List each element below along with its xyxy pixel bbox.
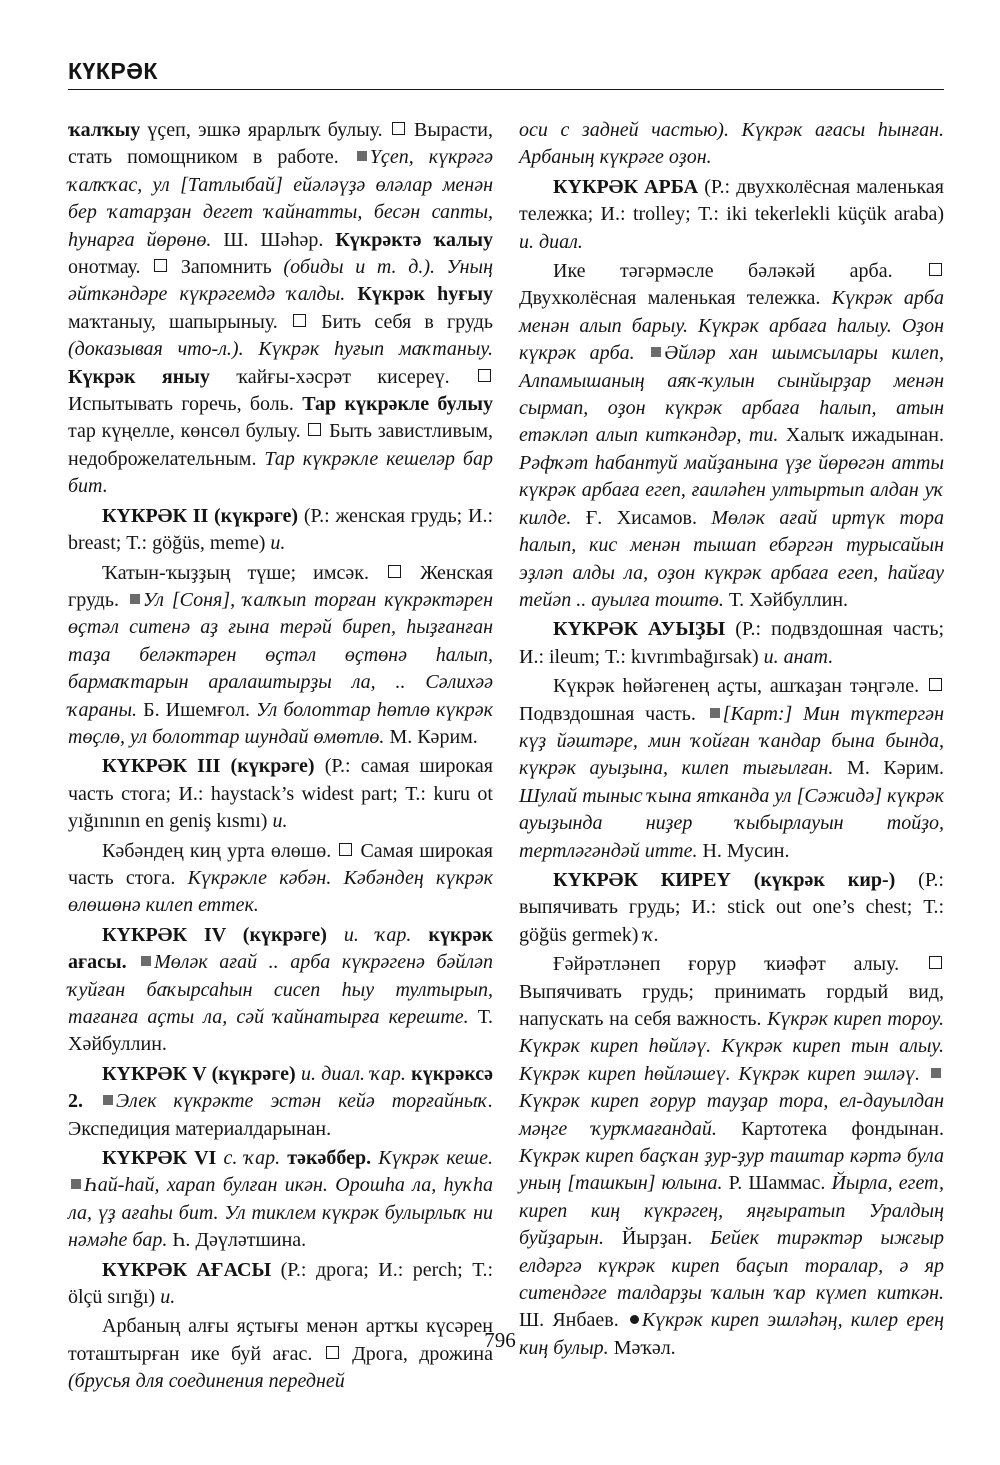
- source-author: Р. Шаммас.: [722, 1172, 832, 1195]
- entry-continuation: [519, 117, 944, 172]
- source-author: Ш. Янбаев.: [519, 1309, 627, 1332]
- translation-marker-icon: [293, 314, 306, 327]
- definition-text: Ғәйрәтләнеп ғорур ҡиәфәт алыу.: [553, 953, 927, 976]
- example-text: Ул болоттар һөтлө күкрәк төҫлө, ул болоттар шундай өмөтлө.: [68, 698, 494, 748]
- example-text: Рәфҡәт һабантуй майҙанына үҙе йөрөгән атты күкрәк арбаға егеп, ғаиләһен ултыртып алдан уҡ килде.: [519, 451, 944, 529]
- example-text: Шулай тыныс ҡына ятканда ул [Сәжидә] күкрәк ауыҙында ниҙер ҡыбырлауын тойҙо, тертләгәндәй итте.: [519, 784, 944, 862]
- translation-marker-icon: [308, 423, 321, 436]
- example-text: Күкрәкле кәбән. Кәбәндең күкрәк өлөшөнә килеп еттек.: [68, 866, 494, 917]
- phrase-headword: ҡалҡыу: [68, 119, 141, 141]
- part-of-speech: с. ҡар.: [223, 1147, 281, 1170]
- example-text: Күкрәк киреп тороу. Күкрәк киреп һөйләү. Күкрәк киреп тын алыу. Күкрәк киреп һөйләшеү. Күкрәк киреп эшләү.: [519, 1008, 944, 1085]
- definition-text: үҫеп, эшкә ярарлыҡ булыу.: [140, 119, 390, 141]
- source-author: М. Кәрим.: [384, 725, 478, 748]
- translation-text: Самая широкая часть стога.: [68, 839, 493, 889]
- spacer-text: [83, 1090, 100, 1112]
- definition-text: Күкрәк һөйәгенең аҫты, ашҡаҙан тәңгәле.: [553, 675, 927, 698]
- part-of-speech: и. диал. ҡар.: [300, 1062, 406, 1085]
- cross-reference: тәкәббер.: [287, 1147, 372, 1170]
- example-text: (доказывая что-л.). Күкрәк һуғып маҡтаныу.: [68, 338, 493, 361]
- left-column: [68, 117, 493, 1396]
- headword: КҮКРӘК АРБА: [553, 175, 699, 198]
- source-author: Т. Хәйбуллин.: [723, 588, 849, 611]
- translation-marker-icon: [392, 122, 405, 135]
- translation-marker-icon: [929, 263, 942, 276]
- headword: КҮКРӘК КИРЕҮ: [553, 868, 731, 891]
- definition-text: тар күңелле, көнсөл булыу.: [68, 420, 307, 443]
- example-text: Элек күкрәкте эстән кейә торғайныҡ.: [116, 1090, 493, 1113]
- source-author: Картотека фондынан.: [716, 1117, 944, 1140]
- entry-body: [519, 673, 944, 865]
- part-of-speech: и. анат.: [763, 645, 834, 668]
- right-column: [519, 117, 944, 1362]
- cross-reference: күкрәксә 2.: [68, 1062, 493, 1113]
- translation-marker-icon: [478, 369, 491, 382]
- phrase-headword: Күкрәк һуғыу: [357, 283, 493, 306]
- spacer-text: [327, 924, 344, 946]
- source-author: Ғ. Хисамов.: [571, 506, 712, 529]
- source-author: Т. Хәйбуллин.: [68, 1006, 494, 1056]
- definition-text: ҡайғы-хәсрәт кисереү.: [209, 365, 476, 388]
- source-author: Йырҙан.: [603, 1227, 711, 1250]
- phrase-headword: Күкрәк яныу: [68, 365, 210, 388]
- page-header: [68, 58, 944, 90]
- source-author: Халыҡ ижадынан.: [778, 424, 944, 447]
- part-of-speech: и. ҡар.: [343, 923, 412, 946]
- headword: КҮКРӘК IV (күкрәге): [102, 923, 327, 946]
- entry-body: [519, 951, 944, 1362]
- translation-marker-icon: [388, 565, 401, 578]
- citation-marker-icon: [710, 708, 720, 718]
- definition-text: Ҡатын-ҡыҙҙың түше; имсәк.: [102, 561, 387, 584]
- translation-text: Вырасти, стать помощником в работе.: [68, 119, 493, 169]
- example-text: [Карт:] Мин түктергән күҙ йәштәре, мин ҡойған ҡандар бына бында, күкрәк ауыҙына, килеп тығылған.: [519, 702, 944, 780]
- equivalents: (Р.: выпячивать грудь; И.: stick out one’s chest; Т.: göğüs germek): [519, 868, 944, 946]
- headword: КҮКРӘК АУЫҘЫ: [553, 618, 726, 641]
- source-author: Һ. Дәүләтшина.: [167, 1229, 307, 1252]
- translation-marker-icon: [929, 678, 942, 691]
- page-number: 796: [484, 1328, 516, 1352]
- entry-header: [68, 1257, 493, 1312]
- definition-text: маҡтаныу, шапырыныу.: [68, 310, 291, 333]
- entry-body: [68, 560, 493, 752]
- citation-marker-icon: [931, 1068, 941, 1078]
- translation-text: Бить себя в грудь: [307, 310, 494, 333]
- equivalents: (Р.: двухколёсная маленькая тележка; И.: trolley; Т.: iki tekerlekli küçük araba): [519, 175, 944, 226]
- entry-header: [68, 753, 493, 835]
- citation-marker-icon: [651, 347, 661, 357]
- headword: КҮКРӘК V (күкрәге): [102, 1062, 296, 1085]
- citation-marker-icon: [103, 1095, 113, 1105]
- translation-text: Выпячивать грудь; принимать гордый вид, напускать на себя важность.: [519, 980, 944, 1030]
- equivalents: (Р.: женская грудь; И.: breast; Т.: göğüs, meme): [68, 504, 493, 555]
- source-author: Ш. Шәһәр.: [211, 228, 336, 251]
- example-text: Һай-һай, харап булған икән. Орошһа ла, һуҡһа ла, үҙ ағаһы бит. Ул тиклем күкрәк булырлыҡ ни нәмәһе бар.: [68, 1174, 493, 1252]
- entry-body: [68, 1313, 493, 1395]
- spacer-text: [731, 869, 754, 891]
- part-of-speech: и. диал.: [519, 230, 583, 253]
- entry: [68, 922, 493, 1059]
- translation-text: Подвздошная часть.: [519, 702, 707, 725]
- definition-text: онотмау.: [68, 256, 153, 279]
- translation-text: Быть завистливым, недоброжелательным.: [68, 420, 493, 470]
- example-text: Мөләк ағай .. арба күкрәгенә бәйләп ҡуйған баҡырсаһын сисеп һыу тултырып, тағанға аҫты ла, сәй ҡайнатырға кереште.: [68, 951, 494, 1028]
- translation-text: Запомнить: [169, 256, 284, 279]
- spacer-text: [127, 951, 139, 973]
- part-of-speech: и.: [160, 1286, 176, 1309]
- translation-text: Двухколёсная маленькая тележка.: [519, 287, 832, 310]
- headword: КҮКРӘК III (күкрәге): [102, 755, 315, 778]
- translation-marker-icon: [339, 843, 352, 856]
- example-text: Мөләк ағай иртүк тора һалып, кис менән тышап ебәргән турысайын эҙләп алды ла, оҙон күкрәк арбаға егеп, һайғау тейәп .. ауылға тоштө.: [519, 506, 944, 611]
- translation-text: Дрога, дрожина: [340, 1342, 493, 1365]
- source-author: Мәҡәл.: [608, 1336, 676, 1359]
- part-of-speech: ҡ.: [643, 923, 659, 946]
- citation-marker-icon: [71, 1179, 81, 1189]
- spacer-text: [920, 1063, 928, 1085]
- source-author: Н. Мусин.: [697, 839, 790, 862]
- equivalents: (Р.: дрога; И.: perch; Т.: ölçü sırığı): [68, 1258, 493, 1309]
- example-text: Күкрәк киреп ғорур тауҙар тора, ел-дауылдан мәңге ҡурҡмағандай.: [519, 1090, 944, 1140]
- spacer-text: [635, 342, 649, 364]
- entry-header: [519, 616, 944, 671]
- entry-header: [519, 867, 944, 949]
- example-text: Күкрәк кеше.: [378, 1147, 494, 1170]
- definition-text: Кәбәндең киң урта өлөшө.: [102, 839, 338, 862]
- example-text: Тар күкрәкле кешеләр бар бит.: [68, 447, 493, 498]
- citation-marker-icon: [357, 151, 367, 161]
- proverb-marker-icon: [630, 1315, 639, 1324]
- entry-continuation: [68, 117, 493, 501]
- part-of-speech: и.: [272, 810, 288, 833]
- translation-marker-icon: [154, 259, 167, 272]
- source-author: М. Кәрим.: [833, 757, 945, 780]
- example-text: Әйләр хан шымсылары килеп, Алпамышаның аяҡ-ҡулын сынйырҙар менән сырмап, оҙон күкрәк арбаға һалып, атын етәкләп алып киткәндәр, ти.: [519, 342, 944, 447]
- entry: [68, 1145, 493, 1255]
- example-text: (обиды и т. д.). Уның әйткәндәре күкрәгемдә ҡалды.: [68, 256, 493, 306]
- definition-text: Ике тәгәрмәсле бәләкәй арба.: [553, 260, 927, 283]
- example-text: Үҫеп, күкрәгә ҡалҡҡас, ул [Татлыбай] ейәләүҙә өләлар менән бер ҡатарҙан дегет ҡайнатты, бесән сапты, һунарға йөрөнө.: [68, 146, 493, 251]
- equivalents: (Р.: подвздошная часть; И.: ileum; Т.: kıvrımbağırsak): [519, 618, 945, 668]
- headword-form: (күкрәк кир-): [753, 868, 896, 891]
- example-text: Бейек тирәктәр ыжғыр елдәргә күкрәк киреп баҫып торалар, ә яр ситендәге талдарҙы ҡалын ҡар күмеп киткән.: [519, 1227, 944, 1305]
- citation-marker-icon: [130, 594, 140, 604]
- phrase-headword: Тар күкрәкле булыу: [302, 393, 493, 416]
- translation-text: Испытывать горечь, боль.: [68, 393, 303, 416]
- translation-marker-icon: [929, 956, 942, 969]
- headword: КҮКРӘК АҒАСЫ: [102, 1258, 272, 1281]
- citation-marker-icon: [141, 956, 151, 966]
- cross-reference: күкрәк ағасы.: [68, 923, 493, 974]
- phrase-headword: Күкрәктә ҡалыу: [335, 228, 493, 251]
- part-of-speech: и.: [270, 532, 286, 555]
- headword: КҮКРӘК II (күкрәге): [102, 504, 299, 527]
- entry: [68, 1061, 493, 1143]
- entry-body: [519, 258, 944, 614]
- spacer-text: [411, 924, 428, 946]
- source-author: Б. Ишемғол.: [137, 698, 257, 721]
- entry-header: [68, 503, 493, 558]
- entry-body: [68, 838, 493, 920]
- headword: КҮКРӘК VI: [102, 1147, 217, 1170]
- equivalents: (Р.: самая широкая часть стога; И.: haystack’s widest part; Т.: kuru ot yığınının en geniş kısmı): [68, 755, 494, 833]
- running-head: КҮКРӘК: [68, 58, 158, 84]
- entry-header: [519, 174, 944, 256]
- spacer-text: [216, 1147, 223, 1169]
- definition-text: Арбаның алғы яҫтығы менән артҡы күсәрен тоташтырған ике буй ағас.: [68, 1315, 493, 1365]
- example-text: оси с задней частью). Күкрәк ағасы һынған. Арбаның күкрәге оҙон.: [519, 119, 944, 169]
- translation-note: (брусья для соединения передней: [68, 1370, 345, 1393]
- example-text: Йырла, егет, киреп киң күкрәгең, яңғыратып Уралдың буйҙарын.: [519, 1172, 944, 1250]
- source-author: Экспедиция материалдарынан.: [68, 1117, 332, 1140]
- spacer-text: [345, 283, 357, 305]
- proverb-text: Күкрәк киреп эшләһәң, килер ерең киң булыр.: [519, 1309, 945, 1359]
- example-text: Ул [Соня], ҡалҡып торған күкрәктәрен өҫтәл ситенә аҙ ғына терәй биреп, һыҙғанған таҙа беләктәрен өҫтәл өҫтөнә һалып, бармаҡтарын аралаштырҙы ла, .. Сәлихәә ҡараны.: [68, 588, 493, 721]
- example-text: Күкрәк киреп баҫҡан ҙур-ҙур таштар кәртә була уның [ташкын] юлына.: [519, 1145, 944, 1195]
- example-text: Күкрәк арба менән алып барыу. Күкрәк арбаға һалыу. Оҙон күкрәк арба.: [519, 287, 944, 365]
- translation-text: Женская грудь.: [68, 561, 493, 611]
